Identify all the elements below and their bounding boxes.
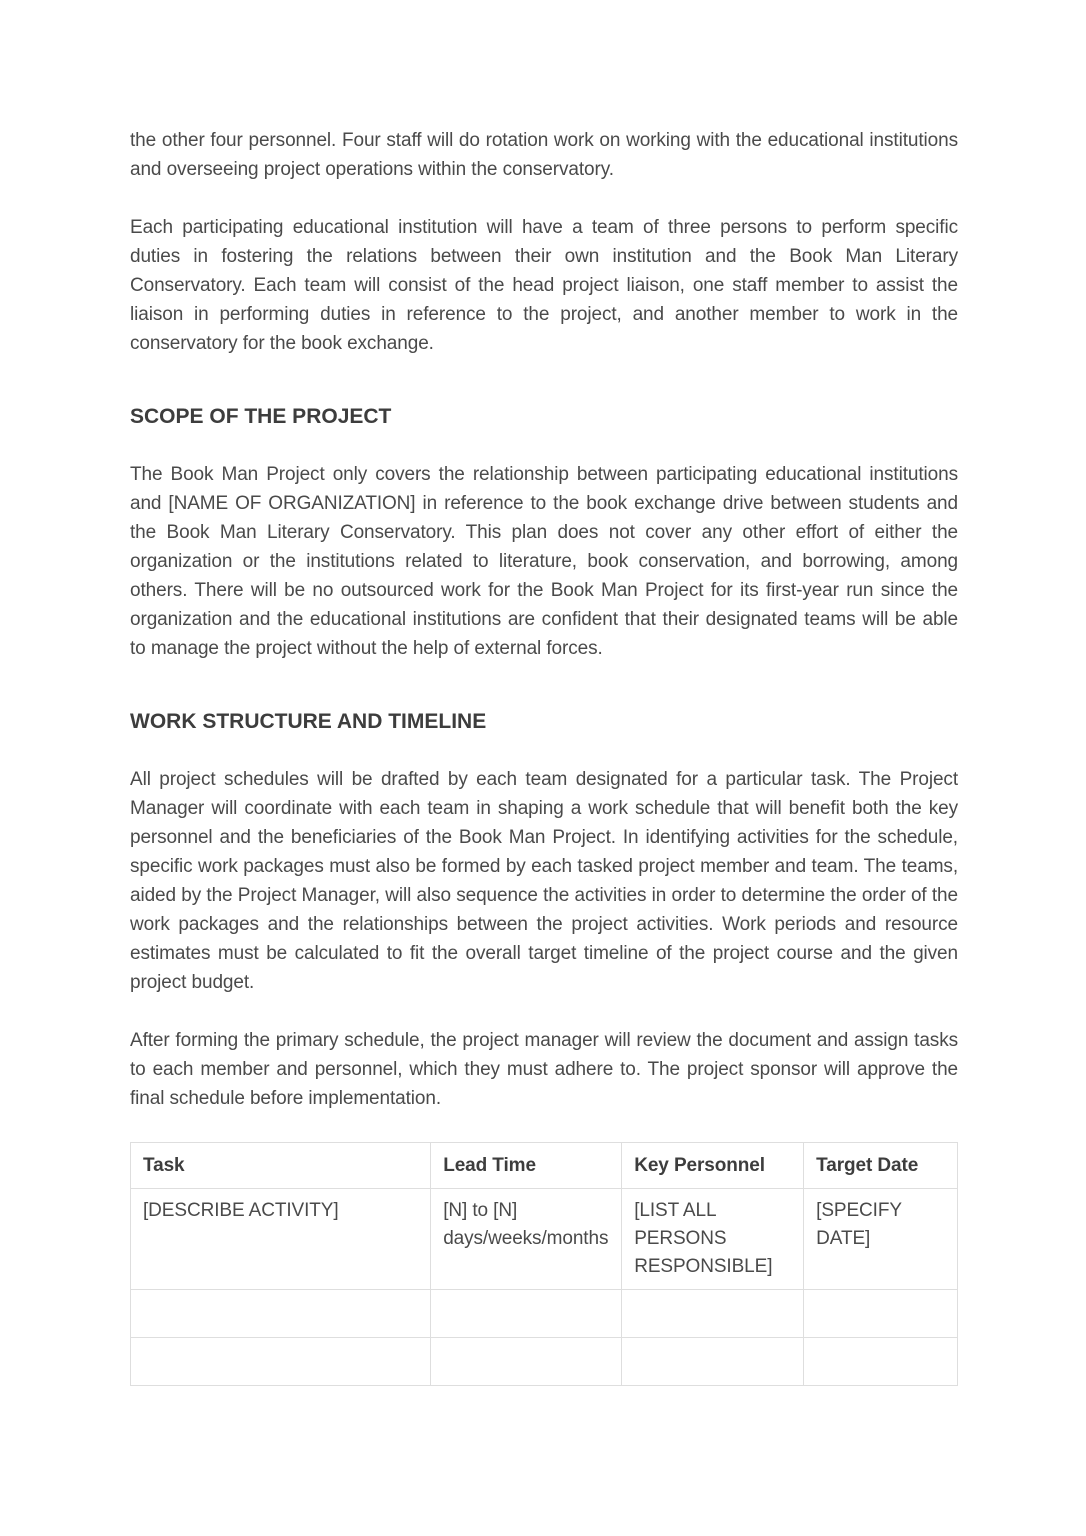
cell-empty <box>804 1338 958 1386</box>
cell-empty <box>804 1290 958 1338</box>
column-header-task: Task <box>131 1143 431 1189</box>
cell-lead-time-placeholder: [N] to [N] days/weeks/months <box>431 1189 622 1290</box>
cell-empty <box>622 1290 804 1338</box>
table-row <box>131 1290 958 1338</box>
column-header-key-personnel: Key Personnel <box>622 1143 804 1189</box>
table-row <box>131 1338 958 1386</box>
cell-empty <box>131 1290 431 1338</box>
paragraph-project-scope: The Book Man Project only covers the relationship between participating educational institutions and [NAME OF ORGANIZATION] in reference to the book exchange drive between students and the Book Man Literary Conservatory. This plan does not cover any other effort of either the organization or the institutions related to literature, book conservation, and borrowing, among others. There will be no outsourced work for the Book Man Project for its first-year run since the organization and the educational institutions are confident that their designated teams will be able to manage the project without the help of external forces. <box>130 464 958 659</box>
cell-empty <box>431 1290 622 1338</box>
paragraph-schedule-drafting: All project schedules will be drafted by each team designated for a particular task. The Project Manager will coordinate with each team in shaping a work schedule that will benefit both the key personnel and the beneficiaries of the Book Man Project. In identifying activities for the schedule, specific work packages must also be formed by each tasked project member and team. The teams, aided by the Project Manager, will also sequence the activities in order to determine the order of the work packages and the relationships between the project activities. Work periods and resource estimates must be calculated to fit the overall target timeline of the project course and the given project budget. <box>130 769 958 993</box>
paragraph-schedule-approval: After forming the primary schedule, the project manager will review the document and assign tasks to each member and personnel, which they must adhere to. The project sponsor will approve the final schedule before implementation. <box>130 1030 958 1109</box>
paragraph-staffing-rotation: the other four personnel. Four staff will do rotation work on working with the educational institutions and overseeing project operations within the conservatory. <box>130 130 958 180</box>
paragraph-institution-teams: Each participating educational institution will have a team of three persons to perform specific duties in fostering the relations between their own institution and the Book Man Literary Conservatory. Each team will consist of the head project liaison, one staff member to assist the liaison in performing duties in reference to the project, and another member to work in the conservatory for the book exchange. <box>130 217 958 354</box>
heading-work-structure-and-timeline: WORK STRUCTURE AND TIMELINE <box>130 710 487 733</box>
heading-scope-of-the-project: SCOPE OF THE PROJECT <box>130 405 392 428</box>
cell-target-date-placeholder: [SPECIFY DATE] <box>804 1189 958 1290</box>
cell-empty <box>431 1338 622 1386</box>
column-header-target-date: Target Date <box>804 1143 958 1189</box>
cell-key-personnel-placeholder: [LIST ALL PERSONS RESPONSIBLE] <box>622 1189 804 1290</box>
column-header-lead-time: Lead Time <box>431 1143 622 1189</box>
cell-empty <box>622 1338 804 1386</box>
task-schedule-table <box>130 1142 958 1386</box>
table-header-row <box>131 1143 958 1189</box>
cell-task-placeholder: [DESCRIBE ACTIVITY] <box>131 1189 431 1290</box>
table-row <box>131 1189 958 1290</box>
cell-empty <box>131 1338 431 1386</box>
